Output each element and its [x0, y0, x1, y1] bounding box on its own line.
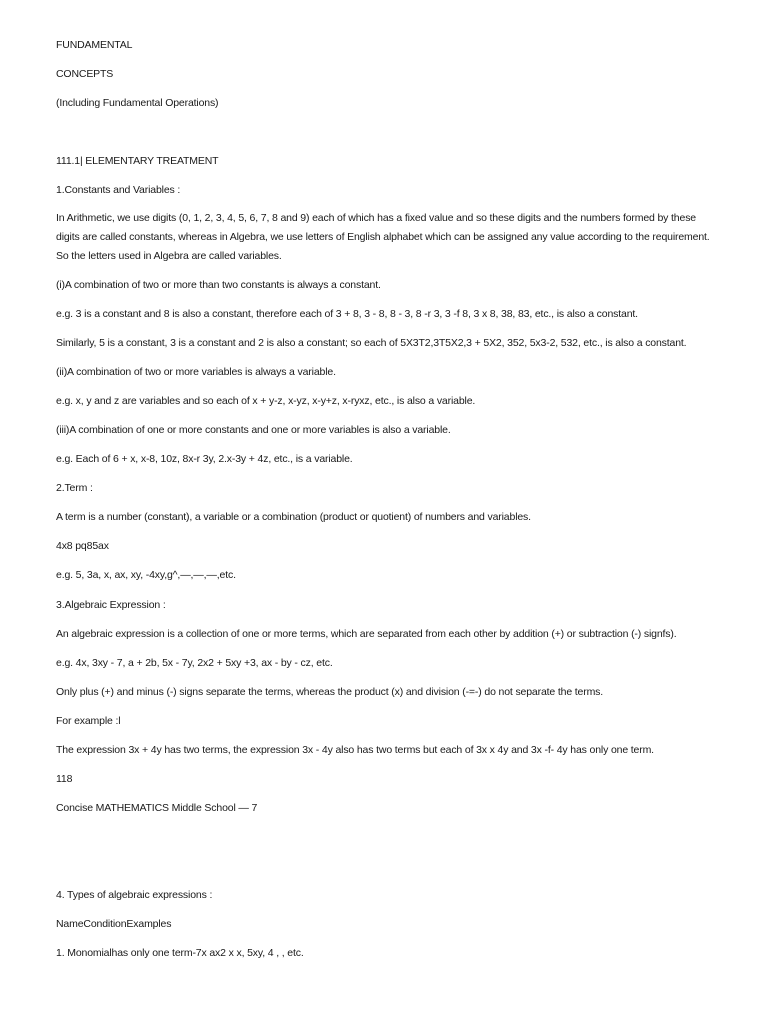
heading-fundamental: FUNDAMENTAL [56, 39, 133, 51]
rule-constants: (i)A combination of two or more than two constants is always a constant. [56, 279, 381, 291]
example-mixed: e.g. Each of 6 + x, x-8, 10z, 8x-r 3y, 2.x-3y + 4z, etc., is a variable. [56, 453, 353, 465]
example-terms: e.g. 5, 3a, x, ax, xy, -4xy,g^,—,—,—,etc. [56, 569, 236, 581]
page-number: 118 [56, 773, 73, 785]
for-example: For example :l [56, 715, 121, 727]
example-constants-1: e.g. 3 is a constant and 8 is also a constant, therefore each of 3 + 8, 3 - 8, 8 - 3, 8 -r 3, 3 -f 8, 3 x 8, 38, 83, etc., is also a constant. [56, 308, 638, 320]
subheading-constants-variables: 1.Constants and Variables : [56, 184, 181, 196]
subtitle: (Including Fundamental Operations) [56, 97, 219, 109]
paragraph-expression-terms: The expression 3x + 4y has two terms, the expression 3x - 4y also has two terms but each of 3x x 4y and 3x -f- 4y has only one term. [56, 744, 654, 756]
paragraph-term: A term is a number (constant), a variable or a combination (product or quotient) of numbers and variables. [56, 511, 531, 523]
subheading-algebraic-expression: 3.Algebraic Expression : [56, 599, 166, 611]
section-heading: 111.1| ELEMENTARY TREATMENT [56, 155, 219, 167]
table-header-row: NameConditionExamples [56, 918, 172, 930]
fragment-terms: 4x8 pq85ax [56, 540, 109, 552]
rule-mixed: (iii)A combination of one or more constants and one or more variables is also a variable. [56, 424, 451, 436]
example-variables: e.g. x, y and z are variables and so each of x + y-z, x-yz, x-y+z, x-ryxz, etc., is also a variable. [56, 395, 476, 407]
example-constants-2: Similarly, 5 is a constant, 3 is a constant and 2 is also a constant; so each of 5X3T2,3T5X2,3 + 5X2, 352, 5x3-2, 532, etc., is also a constant. [56, 337, 687, 349]
paragraph-signs: Only plus (+) and minus (-) signs separate the terms, whereas the product (x) and division (-=-) do not separate the terms. [56, 686, 604, 698]
paragraph-algebraic-expression: An algebraic expression is a collection of one or more terms, which are separated from each other by addition (+) or subtraction (-) signfs). [56, 628, 677, 640]
paragraph-constants-variables: In Arithmetic, we use digits (0, 1, 2, 3, 4, 5, 6, 7, 8 and 9) each of which has a fixed value and so these digits and the numbers formed by these digits are called constants, whereas in Algebra, we use letters of English alphabet which can be assigned any value according to the requirement. So the letters used in Algebra are called variables. [56, 212, 710, 262]
subheading-types: 4. Types of algebraic expressions : [56, 889, 213, 901]
table-row-monomial: 1. Monomialhas only one term-7x ax2 x x, 5xy, 4 , , etc. [56, 947, 304, 959]
heading-concepts: CONCEPTS [56, 68, 114, 80]
subheading-term: 2.Term : [56, 482, 93, 494]
example-expressions: e.g. 4x, 3xy - 7, a + 2b, 5x - 7y, 2x2 + 5xy +3, ax - by - cz, etc. [56, 657, 333, 669]
rule-variables: (ii)A combination of two or more variables is always a variable. [56, 366, 336, 378]
footer-book-title: Concise MATHEMATICS Middle School — 7 [56, 802, 258, 814]
